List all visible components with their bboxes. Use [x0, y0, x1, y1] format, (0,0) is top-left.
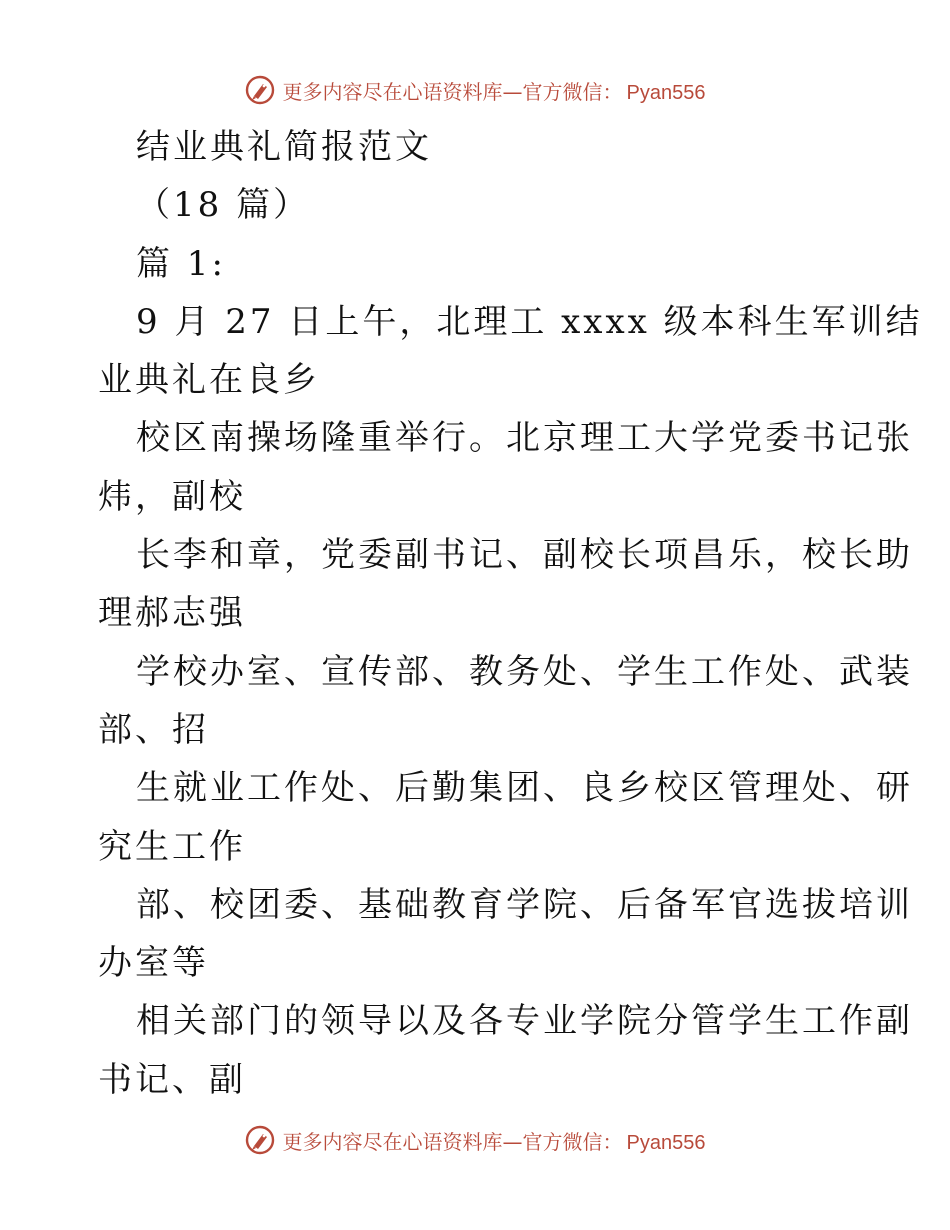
- paragraph-line: 办室等: [98, 943, 209, 984]
- watermark-text: [283, 76, 706, 105]
- watermark-wechat-id: Pyan556: [626, 81, 706, 104]
- paragraph-line: 生就业工作处、后勤集团、良乡校区管理处、研: [136, 768, 913, 809]
- fountain-pen-seal-icon: [245, 1125, 275, 1155]
- document-body: [98, 118, 923, 1109]
- paragraph-line: 炜，副校: [98, 476, 246, 517]
- watermark-label: 更多内容尽在心语资料库—官方微信：: [282, 79, 623, 104]
- paragraph-line: 学校办室、宣传部、教务处、学生工作处、武装: [136, 651, 913, 692]
- document-title: 结业典礼简报范文: [136, 127, 432, 167]
- fountain-pen-seal-icon: [245, 75, 275, 105]
- paragraph-line: 究生工作: [98, 826, 246, 867]
- paragraph-line: 长李和章，党委副书记、副校长项昌乐，校长助: [136, 535, 913, 576]
- document-subtitle: （18 篇）: [136, 185, 311, 226]
- paragraph-line: 业典礼在良乡: [98, 360, 320, 401]
- watermark-text: [283, 1126, 706, 1155]
- paragraph-line: 理郝志强: [98, 593, 246, 634]
- paragraph-line: 相关部门的领导以及各专业学院分管学生工作副: [136, 1001, 913, 1042]
- watermark-banner-top: [0, 70, 950, 110]
- watermark-banner-bottom: [0, 1120, 950, 1160]
- paragraph-line: 9 月 27 日上午，北理工 xxxx 级本科生军训结: [136, 301, 923, 342]
- paragraph-line: 书记、副: [98, 1059, 246, 1100]
- paragraph-line: 部、校团委、基础教育学院、后备军官选拔培训: [136, 884, 913, 925]
- section-label: 篇 1:: [136, 243, 226, 284]
- paragraph-line: 校区南操场隆重举行。北京理工大学党委书记张: [136, 418, 913, 459]
- watermark-label: 更多内容尽在心语资料库—官方微信：: [282, 1129, 623, 1154]
- watermark-wechat-id: Pyan556: [626, 1131, 706, 1154]
- paragraph-line: 部、招: [98, 709, 209, 750]
